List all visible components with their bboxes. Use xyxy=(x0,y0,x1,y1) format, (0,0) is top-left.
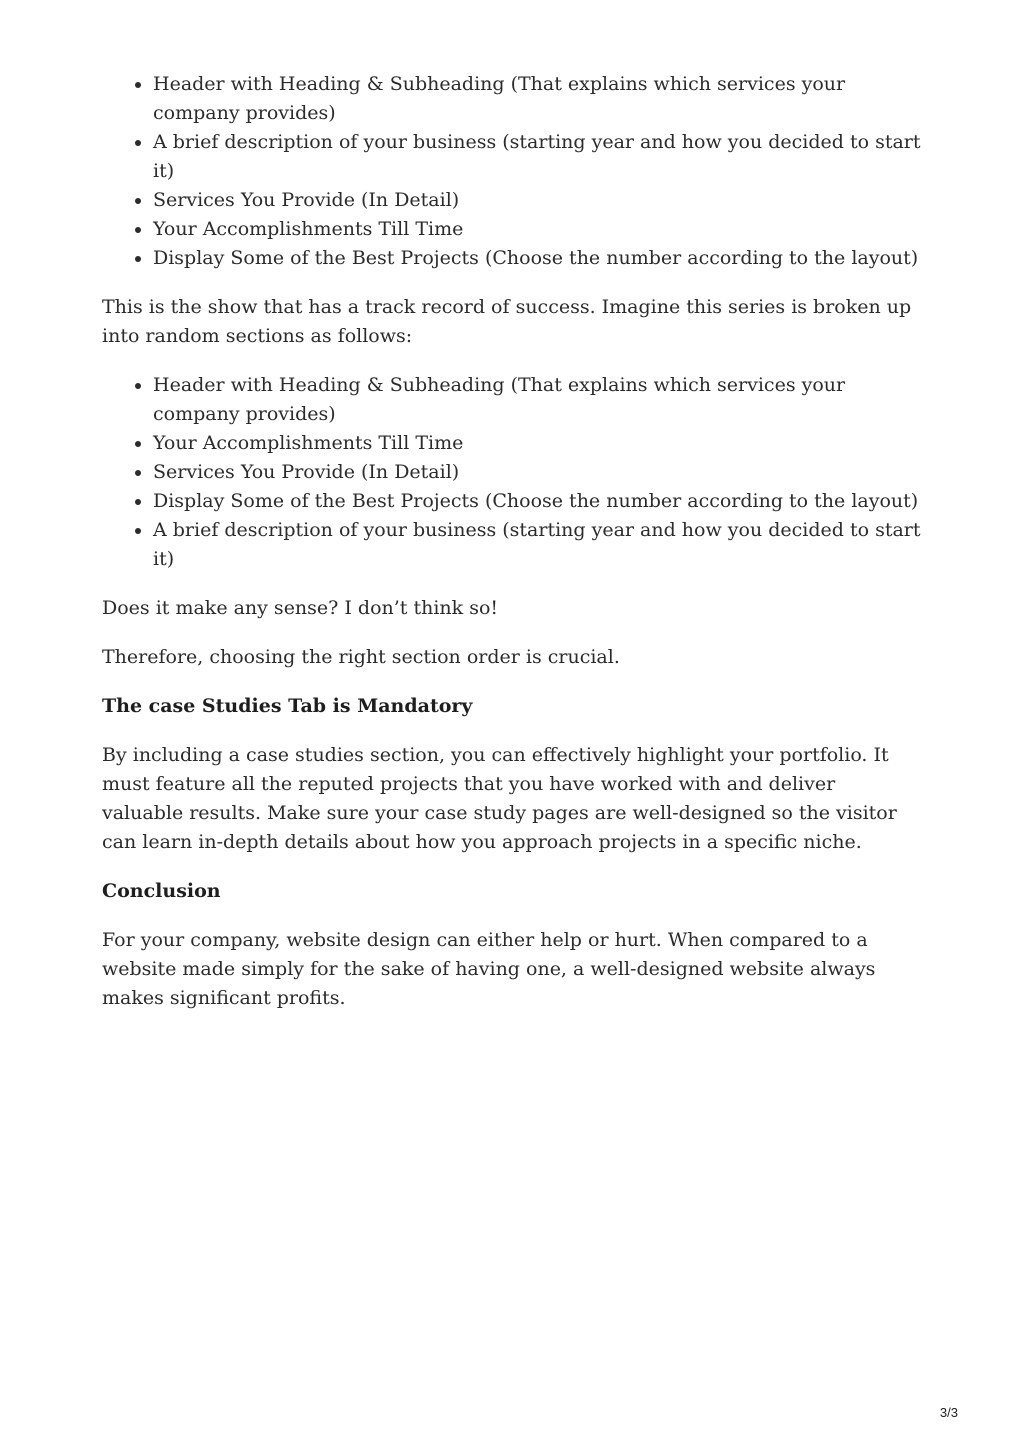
paragraph-track-record: This is the show that has a track record of success. Imagine this series is broken up into random sections as follows: xyxy=(102,296,912,347)
list-item: • Header with Heading & Subheading (That explains which services your company provides) xyxy=(153,371,922,429)
list-item: • Services You Provide (In Detail) xyxy=(153,186,922,215)
article-body xyxy=(102,70,922,1033)
list-item: • Services You Provide (In Detail) xyxy=(153,458,922,487)
section-order-list-random xyxy=(102,371,922,574)
list-item: • Display Some of the Best Projects (Choose the number according to the layout) xyxy=(153,244,922,273)
page-number: 3/3 xyxy=(939,1405,958,1420)
heading-case-studies: The case Studies Tab is Mandatory xyxy=(102,695,473,717)
list-item: • A brief description of your business (starting year and how you decided to start it) xyxy=(153,516,922,574)
heading-conclusion: Conclusion xyxy=(102,880,221,902)
paragraph-section-order: Therefore, choosing the right section order is crucial. xyxy=(102,646,620,668)
paragraph-conclusion: For your company, website design can either help or hurt. When compared to a website made simply for the sake of having one, a well-designed website always makes significant profits. xyxy=(102,929,876,1009)
list-item: • Header with Heading & Subheading (That explains which services your company provides) xyxy=(153,70,922,128)
paragraph-make-sense: Does it make any sense? I don’t think so! xyxy=(102,597,499,619)
paragraph-case-studies: By including a case studies section, you can effectively highlight your portfolio. It must feature all the reputed projects that you have worked with and deliver valuable results. Make sure your case study pages are well-designed so the visitor can learn in-depth details about how you approach projects in a specific niche. xyxy=(102,744,897,853)
section-order-list-correct xyxy=(102,70,922,273)
list-item: • Your Accomplishments Till Time xyxy=(153,429,922,458)
list-item: • A brief description of your business (starting year and how you decided to start it) xyxy=(153,128,922,186)
list-item: • Display Some of the Best Projects (Choose the number according to the layout) xyxy=(153,487,922,516)
list-item: • Your Accomplishments Till Time xyxy=(153,215,922,244)
